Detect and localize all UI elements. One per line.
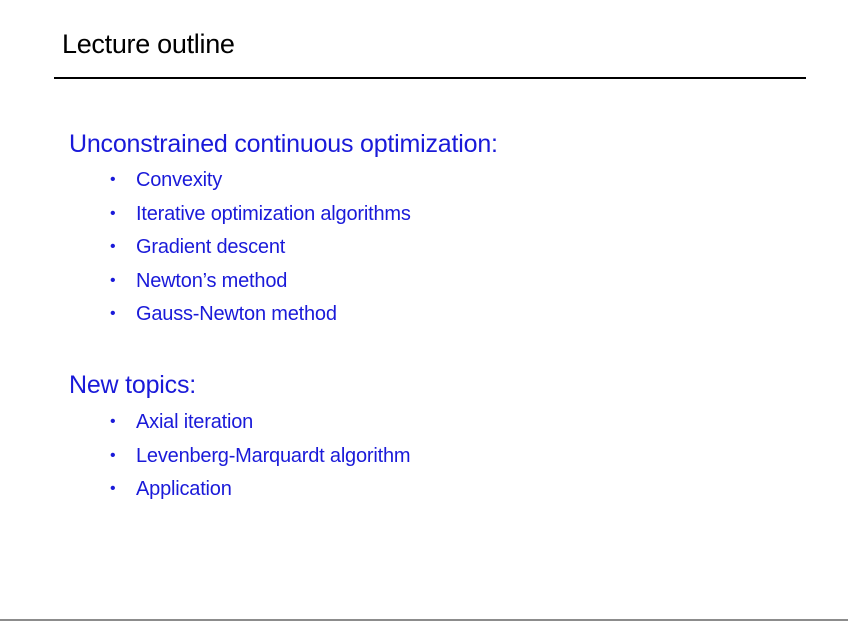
bullet-icon: •: [110, 271, 116, 289]
bullet-list-new-topics: [108, 409, 410, 510]
bullet-icon: •: [110, 171, 116, 188]
footer-divider: [0, 619, 848, 621]
bullet-icon: •: [110, 480, 116, 497]
list-item: [108, 443, 410, 477]
list-item-text: Gauss-Newton method: [136, 303, 337, 325]
bullet-icon: •: [110, 238, 116, 255]
list-item-text: Iterative optimization algorithms: [136, 202, 411, 225]
section-heading-new-topics: New topics:: [69, 371, 197, 399]
list-item-text: Application: [136, 478, 232, 500]
list-item: [108, 301, 411, 335]
section-heading-unconstrained: Unconstrained continuous optimization:: [69, 130, 498, 158]
title-divider: [54, 77, 806, 79]
list-item-text: Newton’s method: [136, 269, 288, 292]
bullet-icon: •: [110, 204, 116, 222]
list-item: [108, 234, 411, 268]
list-item: [108, 476, 410, 510]
list-item: [108, 167, 411, 201]
list-item: [108, 268, 411, 302]
list-item-text: Levenberg-Marquardt algorithm: [136, 444, 411, 467]
bullet-icon: •: [110, 305, 116, 322]
bullet-icon: •: [110, 413, 116, 430]
list-item-text: Axial iteration: [136, 411, 254, 433]
bullet-list-unconstrained: [108, 167, 411, 335]
list-item-text: Gradient descent: [136, 236, 286, 258]
list-item: [108, 201, 411, 235]
slide-title: Lecture outline: [62, 29, 235, 59]
list-item-text: Convexity: [136, 169, 223, 191]
list-item: [108, 409, 410, 443]
bullet-icon: •: [110, 446, 116, 464]
